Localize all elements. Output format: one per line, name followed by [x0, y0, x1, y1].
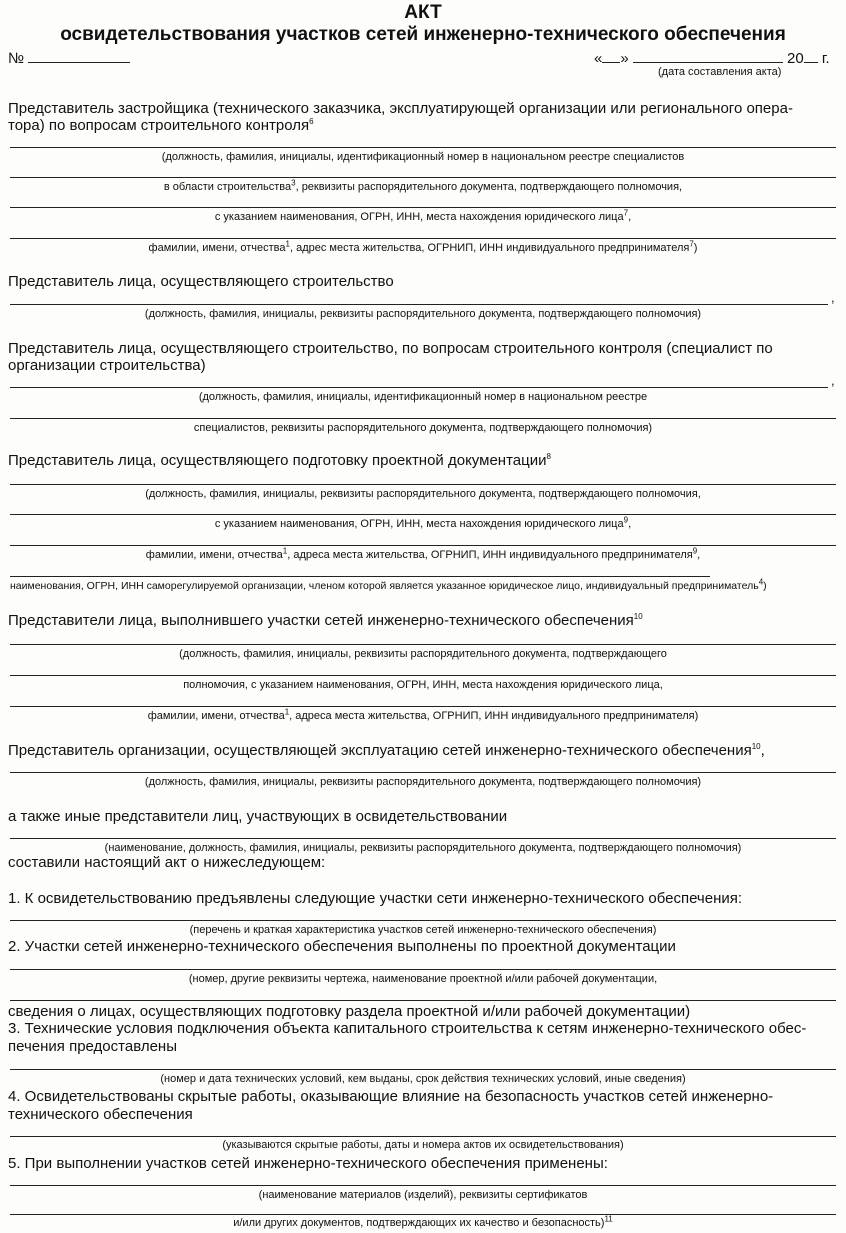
item-2-text: 2. Участки сетей инженерно-технического обеспечения выполнены по проектной документации	[8, 938, 676, 955]
contractor-rep-heading: Представители лица, выполнившего участки сетей инженерно-технического обеспечения$^{10}$	[8, 612, 643, 629]
designer-rep-caption-1: (должность, фамилия, инициалы, реквизиты распорядительного документа, подтверждающего полномочия,	[145, 488, 701, 500]
number-label: №	[8, 50, 25, 67]
contractor-rep-caption-1: (должность, фамилия, инициалы, реквизиты распорядительного документа, подтверждающего	[179, 648, 667, 660]
item-5-field-2[interactable]	[10, 1214, 836, 1215]
date-caption: (дата составления акта)	[658, 66, 782, 78]
builder-rep-field[interactable]	[10, 304, 828, 305]
developer-rep-field-3[interactable]	[10, 207, 836, 208]
designer-rep-field-2[interactable]	[10, 514, 836, 515]
item-2-field[interactable]	[10, 969, 836, 970]
developer-rep-heading-line2: тора) по вопросам строительного контроля$^6$	[8, 117, 314, 134]
item-5-field-1[interactable]	[10, 1185, 836, 1186]
other-reps-caption: (наименование, должность, фамилия, инициалы, реквизиты распорядительного документа, подтверждающего полномочия)	[104, 842, 742, 854]
operator-rep-field[interactable]	[10, 772, 836, 773]
developer-rep-field-1[interactable]	[10, 147, 836, 148]
developer-rep-field-4[interactable]	[10, 238, 836, 239]
operator-rep-caption: (должность, фамилия, инициалы, реквизиты распорядительного документа, подтверждающего полномочия)	[144, 776, 702, 788]
developer-rep-caption-3: с указанием наименования, ОГРН, ИНН, места нахождения юридического лица$^7$,	[214, 208, 632, 223]
builder-control-rep-caption-1: (должность, фамилия, инициалы, идентификационный номер в национальном реестре	[198, 391, 648, 403]
date-year-field[interactable]	[804, 48, 818, 63]
document-title: АКТ	[404, 2, 442, 23]
builder-control-rep-field-1[interactable]	[10, 387, 828, 388]
item-5-caption-1: (наименование материалов (изделий), реквизиты сертификатов	[258, 1189, 588, 1201]
designer-rep-heading: Представитель лица, осуществляющего подготовку проектной документации$^8$	[8, 452, 551, 469]
item-3-line2: печения предоставлены	[8, 1038, 177, 1055]
act-form: АКТ освидетельствования участков сетей инженерно-технического обеспечения № « » 20 г. (дата составления акта) Представитель застройщика (технического заказчика, эксплуатирующей организации или регионального опера- тора) по вопросам строительного контроля$^6$ (должность, фамилия, инициалы, идентификационный номер в национальном реестре специалистов в области строительства$^3$, реквизиты распорядительного документа, подтверждающего полномочия, с указанием наименования, ОГРН, ИНН, места нахождения юридического лица$^7$, фамилии, имени, отчества$^1$, адрес места жительства, ОГРНИП, ИНН индивидуального предпринимателя$^7$) Представитель лица, осуществляющего строительство , (должность, фамилия, инициалы, реквизиты распорядительного документа, подтверждающего полномочия) Представитель лица, осуществляющего строительство, по вопросам строительного контроля (специалист по организации строительства) , (должность, фамилия, инициалы, идентификационный номер в национальном реестре специалистов, реквизиты распорядительного документа, подтверждающего полномочия) Представитель лица, осуществляющего подготовку проектной документации$^8$ (должность, фамилия, инициалы, реквизиты распорядительного документа, подтверждающего полномочия, с указанием наименования, ОГРН, ИНН, места нахождения юридического лица$^9$, фамилии, имени, отчества$^1$, адреса места жительства, ОГРНИП, ИНН индивидуального предпринимателя$^9$, наименования, ОГРН, ИНН саморегулируемой организации, членом которой является указанное юридическое лицо, индивидуальный предприниматель$^4$) Представители лица, выполнившего участки сетей инженерно-технического обеспечения$^{10}$ (должность, фамилия, инициалы, реквизиты распорядительного документа, подтверждающего полномочия, с указанием наименования, ОГРН, ИНН, места нахождения юридического лица, фамилии, имени, отчества$^1$, адреса места жительства, ОГРНИП, ИНН индивидуального предпринимателя) Представитель организации, осуществляющей эксплуатацию сетей инженерно-технического обеспечения$^{10}$, (должность, фамилия, инициалы, реквизиты распорядительного документа, подтверждающего полномочия) а также иные представители лиц, участвующих в освидетельствовании (наименование, должность, фамилия, инициалы, реквизиты распорядительного документа, подтверждающего полномочия) составили настоящий акт о нижеследующем: 1. К освидетельствованию предъявлены следующие участки сети инженерно-технического обеспечения: (перечень и краткая характеристика участков сетей инженерно-технического обеспечения) 2. Участки сетей инженерно-технического обеспечения выполнены по проектной документации (номер, другие реквизиты чертежа, наименование проектной и/или рабочей документации, сведения о лицах, осуществляющих подготовку раздела проектной и/или рабочей документации) 3. Технические условия подключения объекта капитального строительства к сетям инженерно-технического обес- печения предоставлены (номер и дата технических условий, кем выданы, срок действия технических условий, иные сведения) 4. Освидетельствованы скрытые работы, оказывающие влияние на безопасность участков сетей инженерно- технического обеспечения (указываются скрытые работы, даты и номера актов их освидетельствования) 5. При выполнении участков сетей инженерно-технического обеспечения применены: (наименование материалов (изделий), реквизиты сертификатов и/или других документов, подтверждающих их качество и безопасность)$^{11}$	[0, 0, 846, 1233]
builder-control-rep-field-2[interactable]	[10, 418, 836, 419]
designer-rep-caption-2: с указанием наименования, ОГРН, ИНН, места нахождения юридического лица$^9$,	[214, 515, 632, 530]
designer-rep-field-3[interactable]	[10, 545, 836, 546]
developer-rep-heading-line1: Представитель застройщика (технического заказчика, эксплуатирующей организации или регионального опера-	[8, 100, 793, 117]
developer-rep-field-2[interactable]	[10, 177, 836, 178]
act-number-field[interactable]	[28, 48, 130, 63]
date-month-field[interactable]	[633, 48, 783, 63]
item-4-caption: (указываются скрытые работы, даты и номера актов их освидетельствования)	[222, 1139, 624, 1151]
operator-rep-heading: Представитель организации, осуществляющей эксплуатацию сетей инженерно-технического обеспечения$^{10}$,	[8, 742, 765, 759]
developer-rep-caption-1: (должность, фамилия, инициалы, идентификационный номер в национальном реестре специалистов	[161, 151, 685, 163]
item-1-field[interactable]	[10, 920, 836, 921]
act-date-row: « » 20 г.	[594, 50, 830, 67]
builder-control-rep-heading-line2: организации строительства)	[8, 357, 206, 374]
date-day-field[interactable]	[602, 48, 620, 63]
item-4-field[interactable]	[10, 1136, 836, 1137]
compiled-statement: составили настоящий акт о нижеследующем:	[8, 854, 326, 871]
item-4-line1: 4. Освидетельствованы скрытые работы, оказывающие влияние на безопасность участков сетей инженерно-	[8, 1088, 774, 1105]
item-2-more: сведения о лицах, осуществляющих подготовку раздела проектной и/или рабочей документации)	[8, 1003, 691, 1020]
builder-rep-caption: (должность, фамилия, инициалы, реквизиты распорядительного документа, подтверждающего полномочия)	[144, 308, 702, 320]
designer-rep-caption-4: наименования, ОГРН, ИНН саморегулируемой организации, членом которой является указанное юридическое лицо, индивидуальный предприниматель$^4$)	[10, 577, 767, 592]
contractor-rep-caption-3: фамилии, имени, отчества$^1$, адреса места жительства, ОГРНИП, ИНН индивидуального предпринимателя)	[147, 707, 699, 722]
item-2-caption: (номер, другие реквизиты чертежа, наименование проектной и/или рабочей документации,	[188, 973, 658, 985]
contractor-rep-field-3[interactable]	[10, 706, 836, 707]
builder-rep-heading: Представитель лица, осуществляющего строительство	[8, 273, 394, 290]
item-3-line1: 3. Технические условия подключения объекта капитального строительства к сетям инженерно-технического обес-	[8, 1020, 807, 1037]
developer-rep-caption-2: в области строительства$^3$, реквизиты распорядительного документа, подтверждающего полномочия,	[163, 178, 683, 193]
designer-rep-caption-3: фамилии, имени, отчества$^1$, адреса места жительства, ОГРНИП, ИНН индивидуального предпринимателя$^9$,	[145, 546, 701, 561]
builder-control-rep-caption-2: специалистов, реквизиты распорядительного документа, подтверждающего полномочия)	[193, 422, 653, 434]
item-4-line2: технического обеспечения	[8, 1106, 193, 1123]
item-2-field-2[interactable]	[10, 1000, 836, 1001]
contractor-rep-caption-2: полномочия, с указанием наименования, ОГРН, ИНН, места нахождения юридического лица,	[183, 679, 663, 691]
designer-rep-field-4[interactable]	[10, 576, 710, 577]
other-reps-field[interactable]	[10, 838, 836, 839]
document-subtitle: освидетельствования участков сетей инженерно-технического обеспечения	[60, 24, 786, 45]
contractor-rep-field-2[interactable]	[10, 675, 836, 676]
act-number-row	[8, 48, 130, 67]
builder-control-rep-heading-line1: Представитель лица, осуществляющего строительство, по вопросам строительного контроля (специалист по	[8, 340, 773, 357]
item-5-text: 5. При выполнении участков сетей инженерно-технического обеспечения применены:	[8, 1155, 608, 1172]
designer-rep-field-1[interactable]	[10, 484, 836, 485]
item-5-caption-2: и/или других документов, подтверждающих их качество и безопасность)$^{11}$	[233, 1214, 613, 1229]
item-3-field[interactable]	[10, 1069, 836, 1070]
item-3-caption: (номер и дата технических условий, кем выданы, срок действия технических условий, иные сведения)	[160, 1073, 686, 1085]
contractor-rep-field-1[interactable]	[10, 644, 836, 645]
item-1-text: 1. К освидетельствованию предъявлены следующие участки сети инженерно-технического обеспечения:	[8, 890, 743, 907]
other-reps-heading: а также иные представители лиц, участвующих в освидетельствовании	[8, 808, 508, 825]
item-1-caption: (перечень и краткая характеристика участков сетей инженерно-технического обеспечения)	[189, 924, 657, 936]
developer-rep-caption-4: фамилии, имени, отчества$^1$, адрес места жительства, ОГРНИП, ИНН индивидуального предпринимателя$^7$)	[148, 239, 698, 254]
